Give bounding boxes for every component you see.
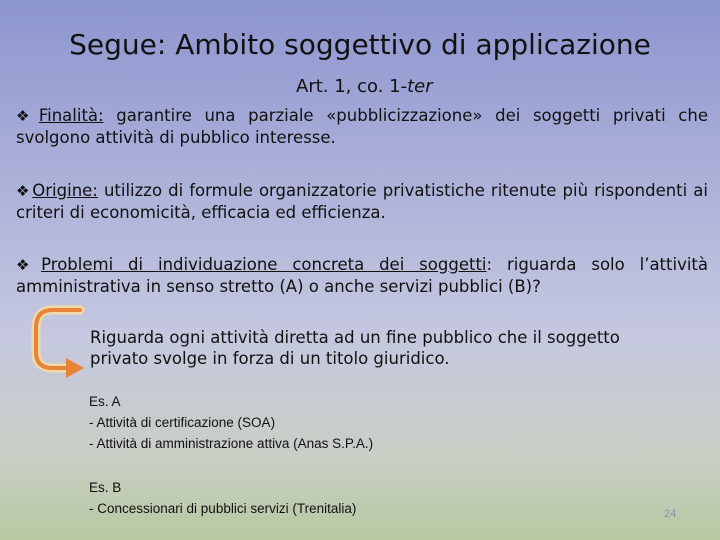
example-a-block — [89, 391, 373, 454]
slide-title: Segue: Ambito soggettivo di applicazione — [69, 28, 651, 61]
diamond-bullet-icon: ❖ — [16, 256, 40, 274]
bullet-origine — [16, 180, 708, 223]
explanation-text: Riguarda ogni attività diretta ad un fine pubblico che il soggetto privato svolge in forza di un titolo giuridico. — [90, 328, 620, 368]
bullet-label: Problemi di individuazione concreta dei soggetti — [41, 255, 487, 274]
slide-subtitle — [296, 76, 433, 97]
subtitle-italic: ter — [407, 76, 433, 97]
example-b-heading: Es. B — [89, 480, 122, 495]
example-a-heading: Es. A — [89, 394, 121, 409]
page-number: 24 — [664, 508, 677, 520]
bullet-text: garantire una parziale «pubblicizzazione» dei soggetti privati che svolgono attività di pubblico interesse. — [16, 106, 708, 147]
example-a-item: - Attività di certificazione (SOA) — [89, 415, 276, 430]
diamond-bullet-icon: ❖ — [16, 107, 37, 125]
bullet-text: : riguarda solo l’attività amministrativa in senso stretto (A) o anche servizi pubblici (B)? — [16, 255, 709, 296]
example-b-item: - Concessionari di pubblici servizi (Trenitalia) — [89, 501, 357, 516]
bullet-finalita — [16, 105, 708, 148]
bullet-text: utilizzo di formule organizzatorie privatistiche ritenute più rispondenti ai criteri di economicità, efficacia ed efficienza. — [16, 181, 709, 222]
bullet-label: Origine: — [32, 181, 98, 200]
bullet-label: Finalità: — [38, 106, 104, 125]
subtitle-main: Art. 1, co. 1- — [296, 76, 408, 97]
example-a-item: - Attività di amministrazione attiva (Anas S.P.A.) — [89, 436, 374, 451]
example-b-block — [89, 477, 356, 519]
diamond-bullet-icon: ❖ — [16, 182, 31, 200]
bullet-problemi — [16, 254, 708, 297]
curved-arrow-icon — [30, 300, 90, 382]
